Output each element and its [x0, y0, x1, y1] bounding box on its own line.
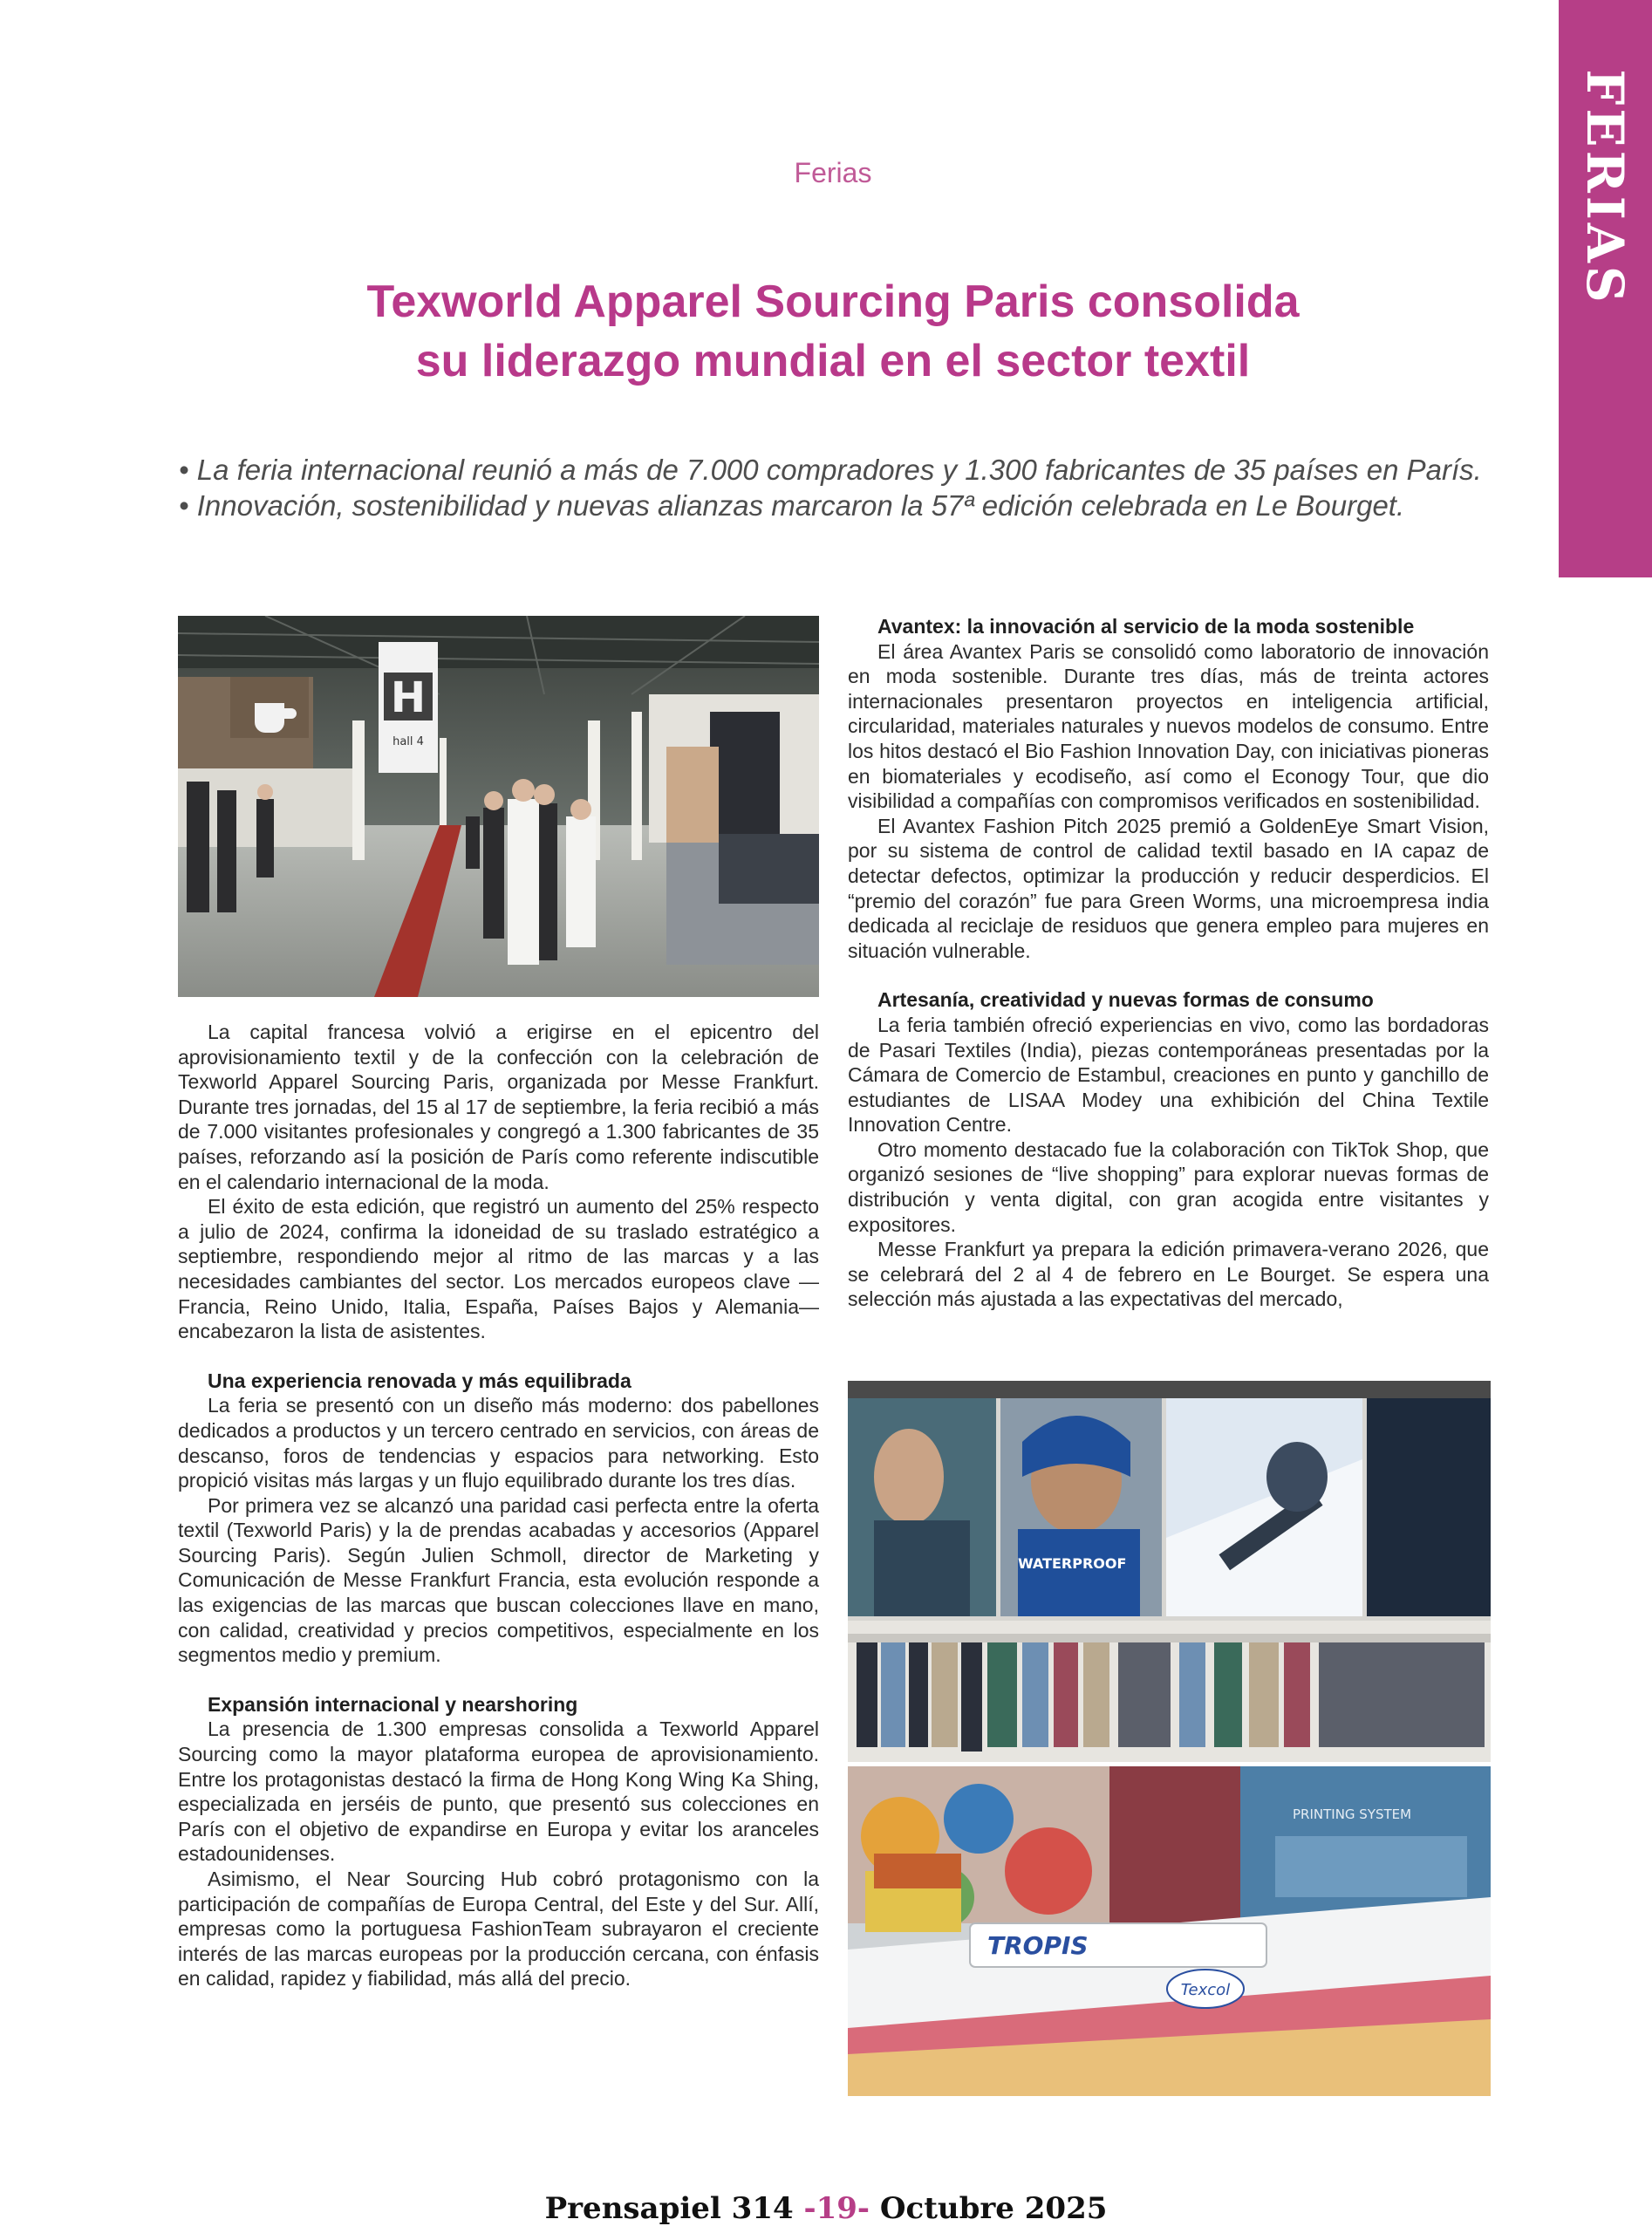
poster-text: PRINTING SYSTEM	[1293, 1806, 1412, 1822]
article-headline	[157, 272, 1509, 391]
headline-line-2: su liderazgo mundial en el sector textil	[415, 336, 1251, 386]
hall-sign-text: hall 4	[393, 735, 424, 748]
subheading: Una experiencia renovada y más equilibrada	[208, 1369, 631, 1392]
right-text-column	[848, 614, 1489, 1312]
printer-brand: TROPIS	[987, 1931, 1089, 1960]
subheading: Artesanía, creatividad y nuevas formas de consumo	[877, 988, 1374, 1012]
banner-text: WATERPROOF	[1018, 1555, 1127, 1572]
headline-line-1: Texworld Apparel Sourcing Paris consolida	[366, 277, 1300, 327]
body-paragraph: Asimismo, el Near Sourcing Hub cobró protagonismo con la participación de compañías de Europa Central, del Este y del Sur. Allí, empresas como la portuguesa FashionTeam subrayaron el creciente interés de las marcas europeas por la producción cercana, con énfasis en calidad, rapidez y fiabilidad, más allá del precio.	[178, 1868, 819, 1991]
body-paragraph: La feria también ofreció experiencias en vivo, como las bordadoras de Pasari Textiles (India), piezas contemporáneas presentadas por la Cámara de Comercio de Estambul, creaciones en punto y ganchillo de estudiantes de LISAA Modey una exhibición del China Textile Innovation Centre.	[848, 1013, 1489, 1137]
body-paragraph: La presencia de 1.300 empresas consolida a Texworld Apparel Sourcing como la mayor plataforma europea de aprovisionamiento. Entre los protagonistas destacó la firma de Hong Kong Wing Ka Shing, especializada en jerséis de punto, que presentó sus colecciones en París con el objetivo de expandirse en Europa y evitar los aranceles estadounidenses.	[178, 1717, 819, 1866]
left-text-column	[178, 1020, 819, 1991]
printer-image	[848, 1766, 1491, 2096]
body-paragraph: El Avantex Fashion Pitch 2025 premió a GoldenEye Smart Vision, por su sistema de control de calidad textil basado en IA capaz de detectar defectos, optimizar la producción y reducir desperdicios. El “premio del corazón” fue para Green Worms, una microempresa india dedicada al reciclaje de residuos que genera empleo para mujeres en situación vulnerable.	[848, 814, 1489, 962]
side-tab-label: FERIAS	[1575, 69, 1635, 306]
photo-printer	[848, 1766, 1491, 2096]
body-paragraph: El área Avantex Paris se consolidó como laboratorio de innovación en moda sostenible. Durante tres días, más de treinta actores internacionales presentaron proyectos en inteligencia artificial, circularidad, materiales naturales y nuevos modelos de consumo. Entre los hitos destacó el Bio Fashion Innovation Day, con iniciativas pioneras en biomateriales y ecodiseño, así como el Econogy Tour, que dio visibilidad a compañías con compromisos verificados en sostenibilidad.	[848, 639, 1489, 813]
section-label: Ferias	[794, 157, 872, 188]
hall-sign-letter: H	[390, 673, 427, 722]
summary-bullet: • Innovación, sostenibilidad y nuevas alianzas marcaron la 57ª edición celebrada en Le Bourget.	[179, 489, 1405, 522]
issue-date: Octubre 2025	[879, 2191, 1108, 2226]
page-number: -19-	[803, 2191, 870, 2226]
photo-fair-hall	[178, 616, 819, 997]
photo-fabric-stand	[848, 1381, 1491, 1762]
summary-bullets	[179, 452, 1509, 523]
hall-scene-image	[178, 616, 819, 997]
fabric-stand-image	[848, 1381, 1491, 1762]
side-section-tab	[1559, 0, 1652, 577]
fabric-swatches	[848, 1621, 1491, 1762]
body-paragraph: La capital francesa volvió a erigirse en el epicentro del aprovisionamiento textil y de la confección con la celebración de Texworld Apparel Sourcing Paris, organizada por Messe Frankfurt. Durante tres jornadas, del 15 al 17 de septiembre, la feria recibió a más de 7.000 visitantes profesionales y congregó a 1.300 fabricantes de 35 países, reforzando así la posición de París como referente indiscutible en el calendario internacional de la moda.	[178, 1021, 819, 1193]
body-paragraph: Messe Frankfurt ya prepara la edición primavera-verano 2026, que se celebrará del 2 al 4 de febrero en Le Bourget. Se espera una selección más ajustada a las expectativas del mercado,	[848, 1238, 1489, 1311]
body-paragraph: La feria se presentó con un diseño más moderno: dos pabellones dedicados a productos y un tercero centrado en servicios, con áreas de descanso, foros de tendencias y espacios para networking. Esto propició visitas más largas y un flujo equilibrado durante los tres días.	[178, 1394, 819, 1492]
page-footer	[0, 2191, 1652, 2226]
summary-bullet: • La feria internacional reunió a más de 7.000 compradores y 1.300 fabricantes de 35 países en París.	[179, 454, 1482, 486]
printer-label: Texcol	[1180, 1981, 1231, 1999]
body-paragraph: Por primera vez se alcanzó una paridad casi perfecta entre la oferta textil (Texworld Paris) y la de prendas acabadas y accesorios (Apparel Sourcing Paris). Según Julien Schmoll, director de Marketing y Comunicación de Messe Frankfurt Francia, esta evolución responde a las exigencias de las marcas que buscan colecciones llave en mano, con calidad, creatividad y precios competitivos, especialmente en los segmentos medio y premium.	[178, 1493, 819, 1667]
magazine-issue: Prensapiel 314	[544, 2191, 794, 2226]
body-paragraph: El éxito de esta edición, que registró un aumento del 25% respecto a julio de 2024, confirma la idoneidad de su traslado estratégico a septiembre, respondiendo mejor al ritmo de las marcas y a las necesidades cambiantes del sector. Los mercados europeos clave —Francia, Reino Unido, Italia, España, Países Bajos y Alemania— encabezaron la lista de asistentes.	[178, 1195, 819, 1343]
subheading: Expansión internacional y nearshoring	[208, 1692, 578, 1716]
subheading: Avantex: la innovación al servicio de la moda sostenible	[877, 615, 1415, 638]
body-paragraph: Otro momento destacado fue la colaboración con TikTok Shop, que organizó sesiones de “live shopping” para explorar nuevas formas de distribución y venta digital, con gran acogida entre visitantes y expositores.	[848, 1137, 1489, 1236]
